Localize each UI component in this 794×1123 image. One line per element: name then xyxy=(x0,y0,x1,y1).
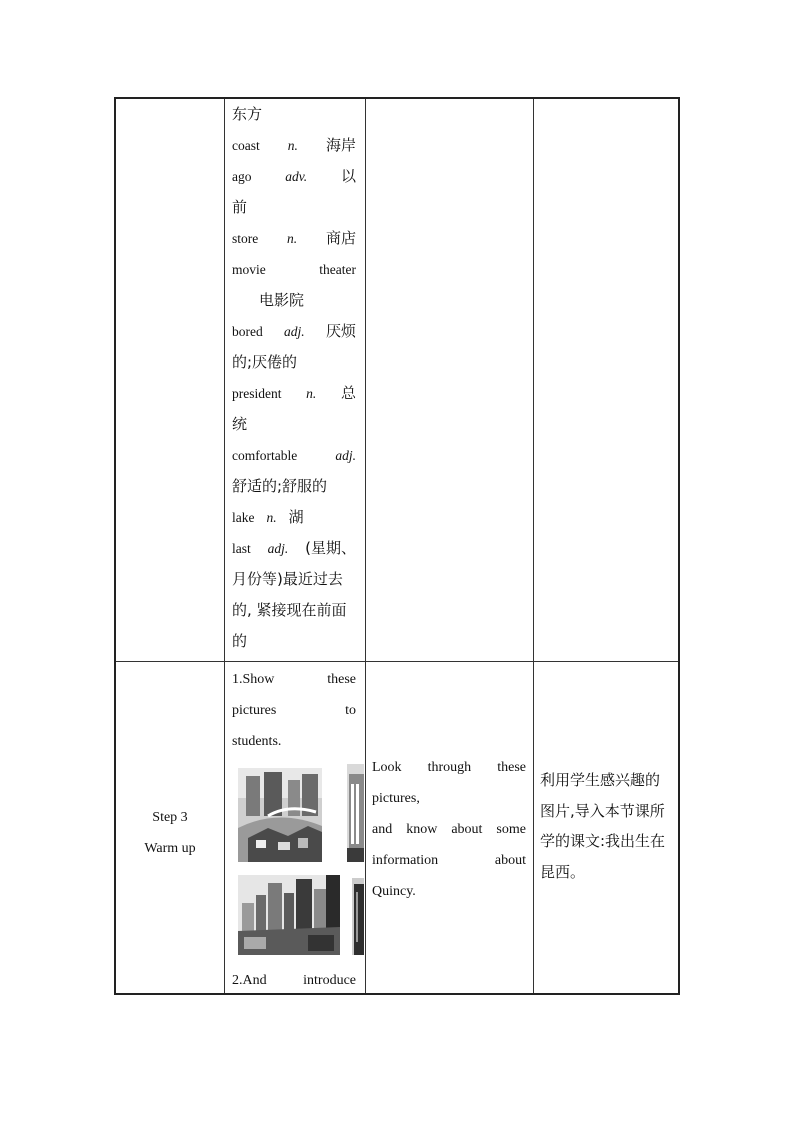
vocab-meaning: (星期、 xyxy=(305,539,356,557)
learning-text: and xyxy=(372,822,393,837)
vocab-chinese-text: 的, 紧接现在前面 xyxy=(232,601,347,619)
learning-text: through xyxy=(427,760,472,775)
vocab-line xyxy=(232,409,356,440)
vocab-line xyxy=(232,533,356,564)
activity-text: students. xyxy=(232,734,282,749)
vocab-word: comfortable xyxy=(232,448,298,463)
vocab-line xyxy=(232,130,356,161)
vocab-line xyxy=(232,161,356,192)
vocab-chinese-text: 前 xyxy=(232,198,248,216)
learning-text: these xyxy=(497,760,526,775)
vocab-part-of-speech: n. xyxy=(266,510,277,525)
learning-text: some xyxy=(496,822,526,837)
column-divider xyxy=(533,99,534,993)
city-photo-tower-edge xyxy=(352,878,364,955)
design-purpose xyxy=(540,765,674,887)
vocab-meaning: 总 xyxy=(340,384,356,402)
learning-text: information xyxy=(372,853,439,868)
city-photo-building-edge xyxy=(347,764,364,862)
vocab-meaning: 以 xyxy=(340,167,356,185)
student-activity xyxy=(372,752,526,907)
vocab-part-of-speech: adj. xyxy=(335,448,356,463)
vocab-line xyxy=(232,316,356,347)
teacher-activity-continued xyxy=(232,965,356,996)
vocab-word: store xyxy=(232,231,259,246)
vocab-word: president xyxy=(232,386,282,401)
vocab-line xyxy=(232,285,356,316)
vocab-word: lake xyxy=(232,510,255,525)
vocab-chinese-text: 月份等)最近过去 xyxy=(232,570,343,588)
vocab-meaning: 海岸 xyxy=(325,136,356,154)
vocab-line xyxy=(232,347,356,378)
learning-text: pictures, xyxy=(372,791,420,806)
vocab-chinese-text: 的 xyxy=(232,632,248,650)
vocab-line xyxy=(232,440,356,471)
step-title: Warm up xyxy=(144,841,196,856)
vocab-meaning: 商店 xyxy=(325,229,356,247)
vocab-line xyxy=(232,192,356,223)
column-divider xyxy=(365,99,366,993)
learning-text: Look xyxy=(372,760,402,775)
vocab-line xyxy=(232,254,356,285)
vocabulary-list xyxy=(232,99,356,657)
vocab-chinese-text: 电影院 xyxy=(259,291,305,309)
vocab-word: last xyxy=(232,541,251,556)
vocab-line xyxy=(232,564,356,595)
activity-text: these xyxy=(327,672,356,687)
vocab-chinese-text: 的;厌倦的 xyxy=(232,353,298,371)
activity-text: 1.Show xyxy=(232,672,275,687)
lesson-plan-table xyxy=(114,97,680,995)
vocab-line xyxy=(232,626,356,657)
vocab-line xyxy=(232,99,356,130)
column-divider xyxy=(224,99,225,993)
vocab-word: coast xyxy=(232,138,260,153)
purpose-text: 图片,导入本节课所 xyxy=(540,801,665,820)
activity-text: introduce xyxy=(303,973,356,988)
purpose-text: 学的课文:我出生在 xyxy=(540,832,666,850)
vocab-part-of-speech: adj. xyxy=(267,541,289,556)
vocab-part-of-speech: n. xyxy=(306,386,317,401)
vocab-word: theater xyxy=(319,262,356,277)
vocab-line xyxy=(232,595,356,626)
teacher-activity xyxy=(232,664,356,757)
learning-text: know xyxy=(406,822,438,837)
learning-text: about xyxy=(451,822,483,837)
vocab-line xyxy=(232,471,356,502)
vocab-part-of-speech: adj. xyxy=(284,324,305,339)
vocab-line xyxy=(232,502,356,533)
vocab-meaning: 厌烦 xyxy=(325,322,356,340)
learning-text: about xyxy=(494,853,526,868)
vocab-part-of-speech: n. xyxy=(287,138,298,153)
activity-text: 2.And xyxy=(232,973,267,988)
purpose-text: 昆西。 xyxy=(540,862,586,881)
vocab-chinese-text: 统 xyxy=(232,415,248,433)
city-photo-plaza xyxy=(238,768,322,862)
vocab-meaning: 湖 xyxy=(288,508,304,526)
vocab-chinese-text: 舒适的;舒服的 xyxy=(232,477,328,495)
activity-text: to xyxy=(345,703,356,718)
step-number: Step 3 xyxy=(152,810,188,825)
vocab-word: movie xyxy=(232,262,266,277)
purpose-text: 利用学生感兴趣的 xyxy=(540,771,661,789)
vocab-chinese-text: 东方 xyxy=(232,105,263,123)
learning-text: Quincy. xyxy=(372,884,416,899)
activity-text: pictures xyxy=(232,703,277,718)
vocab-line xyxy=(232,378,356,409)
row-divider xyxy=(116,661,678,662)
vocab-part-of-speech: n. xyxy=(287,231,298,246)
vocab-part-of-speech: adv. xyxy=(285,169,308,184)
city-photo-skyline xyxy=(238,875,340,955)
vocab-word: ago xyxy=(232,169,252,184)
vocab-word: bored xyxy=(232,324,263,339)
vocab-line xyxy=(232,223,356,254)
